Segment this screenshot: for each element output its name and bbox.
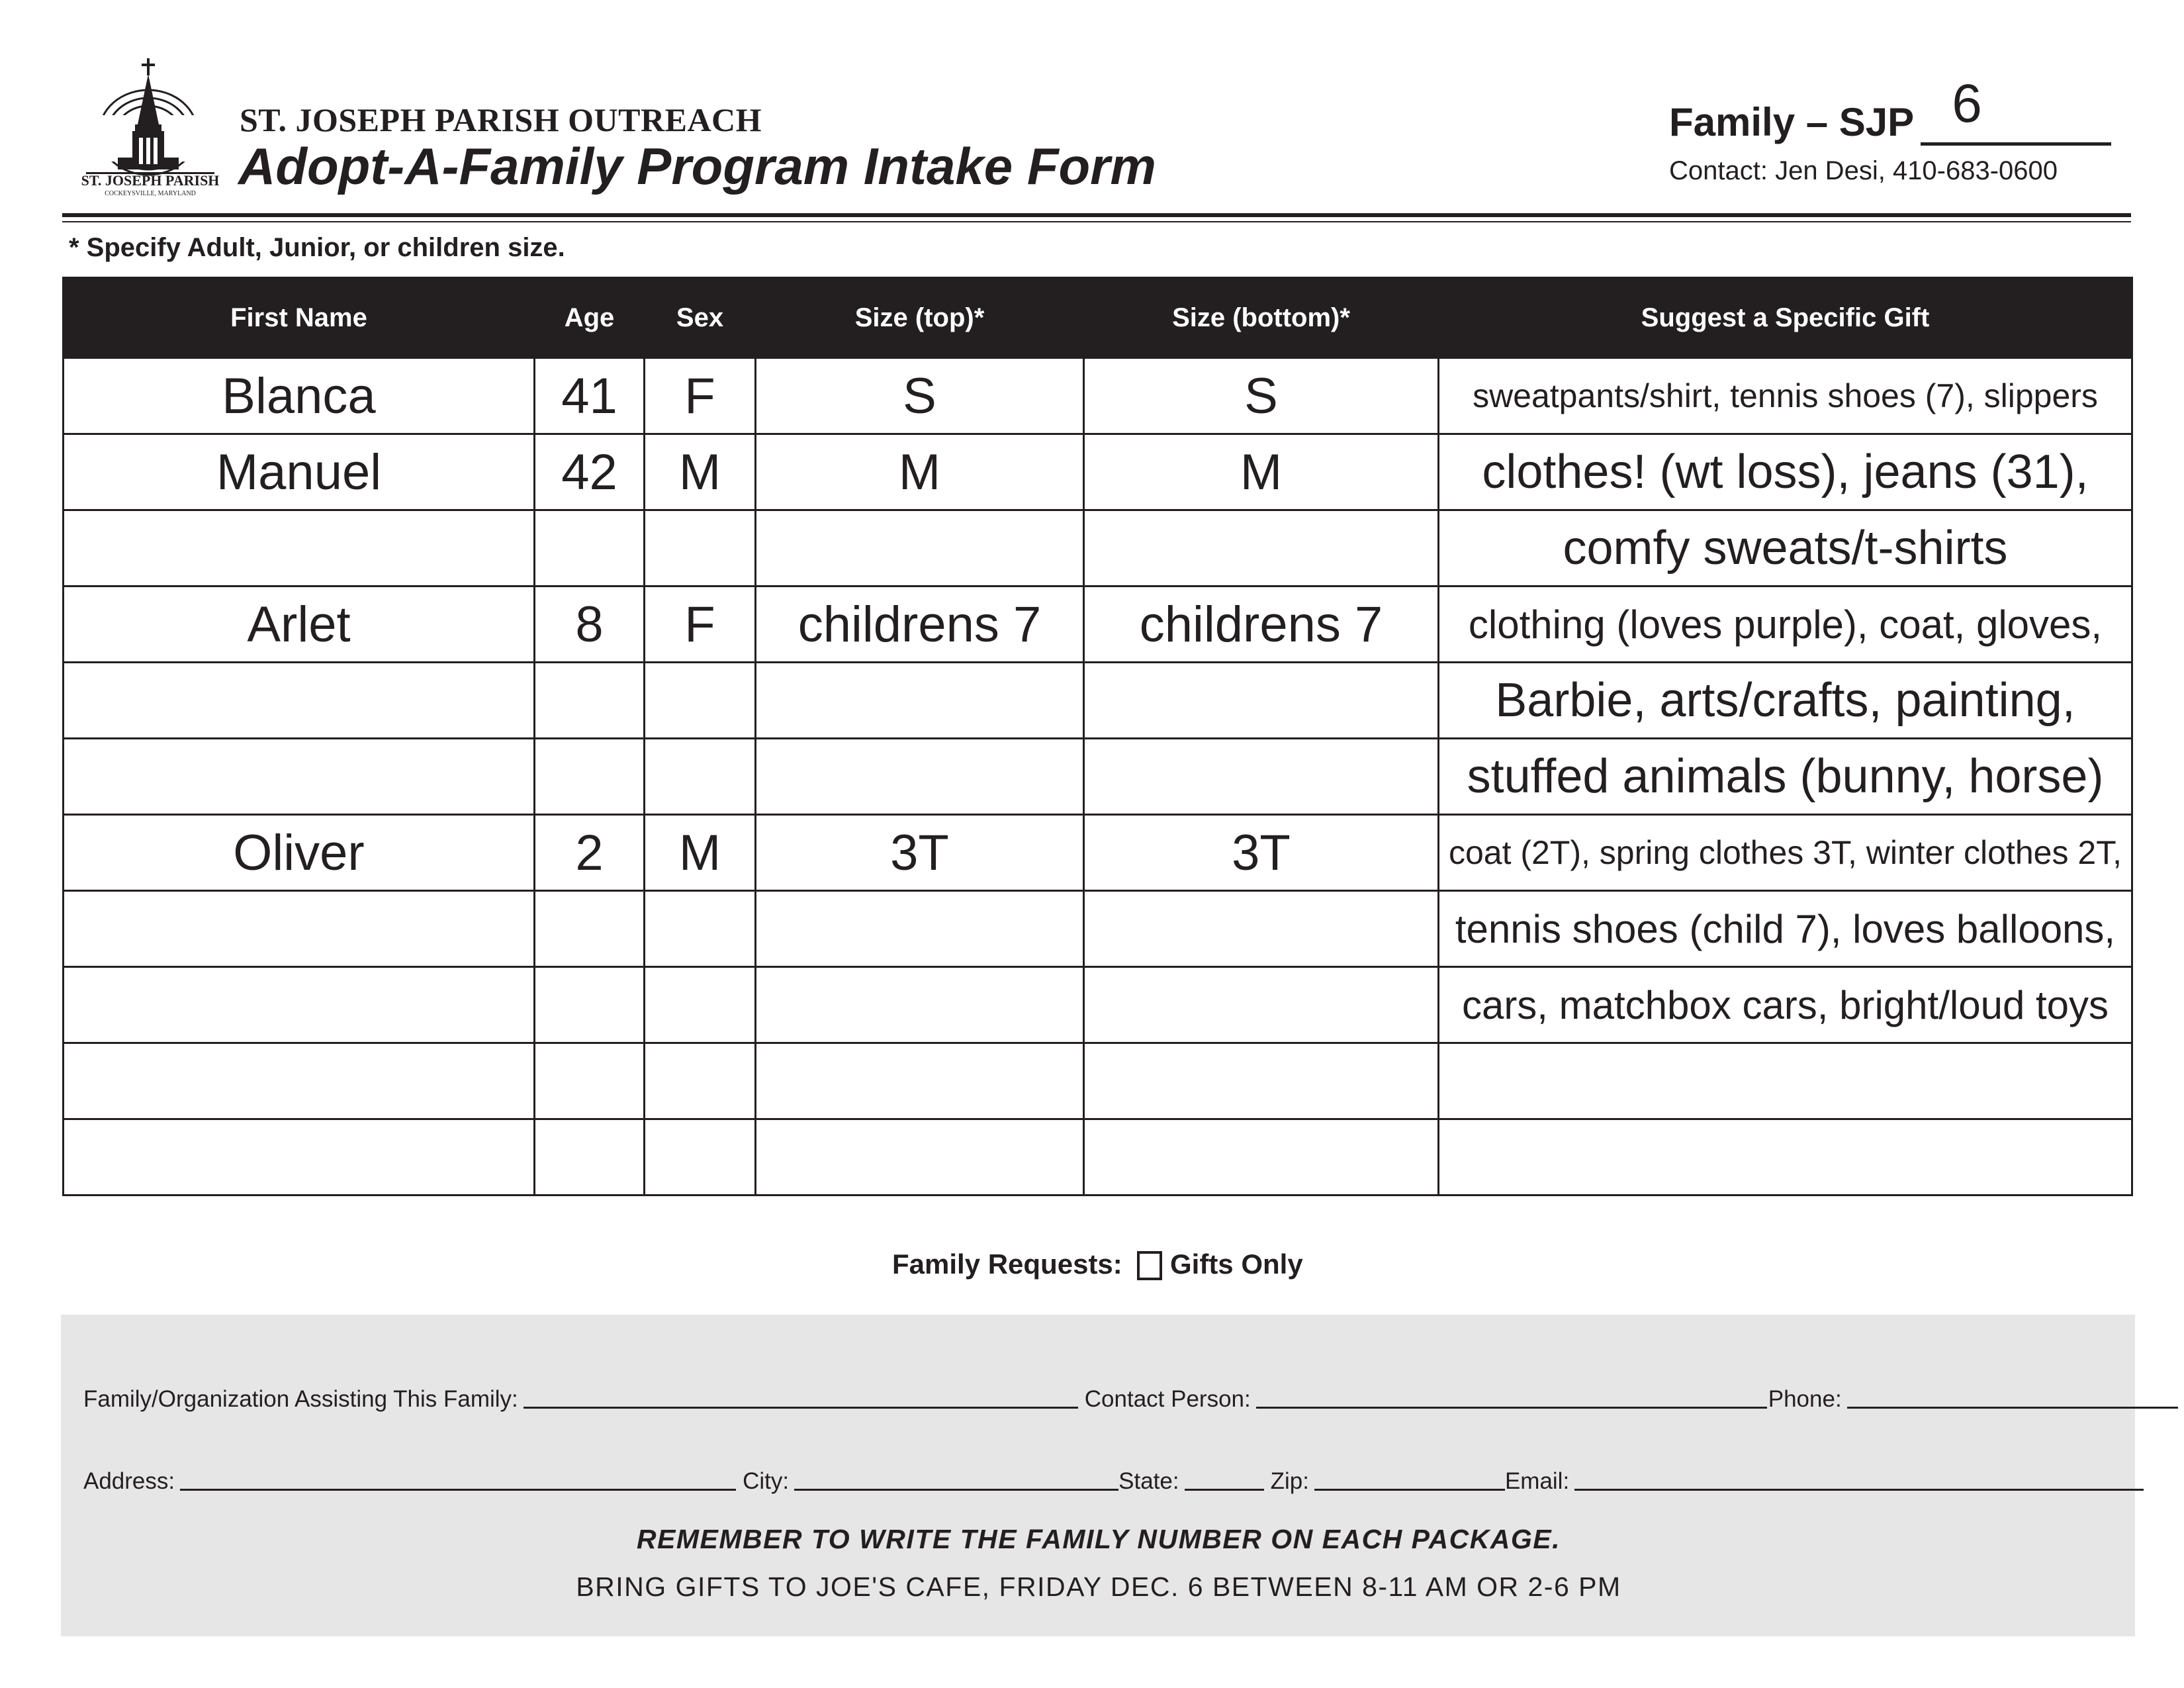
size-bottom-cell[interactable]: [1084, 1043, 1439, 1119]
contact-info: Contact: Jen Desi, 410-683-0600: [1669, 156, 2058, 185]
size-top-cell[interactable]: [756, 891, 1084, 967]
page-title: Adopt-A-Family Program Intake Form: [238, 137, 1156, 195]
contact-person-field[interactable]: [1256, 1407, 1767, 1409]
header-divider-thin: [62, 221, 2131, 222]
age-cell[interactable]: [535, 739, 645, 815]
size-top-cell[interactable]: 3T: [756, 815, 1084, 891]
table-row: [64, 1119, 2132, 1196]
header-size-bottom: Size (bottom)*: [1084, 278, 1439, 358]
size-bottom-cell[interactable]: childrens 7: [1084, 586, 1439, 663]
email-field[interactable]: [1574, 1489, 2144, 1491]
drop-off-instructions: BRING GIFTS TO JOE'S CAFE, FRIDAY DEC. 6 BETWEEN 8-11 AM OR 2-6 PM: [576, 1571, 1621, 1602]
family-org-label: Family/Organization Assisting This Family:: [83, 1386, 518, 1412]
size-bottom-cell[interactable]: [1084, 739, 1439, 815]
first-name-cell[interactable]: [64, 891, 535, 967]
package-reminder: REMEMBER TO WRITE THE FAMILY NUMBER ON EACH PACKAGE.: [636, 1524, 1561, 1554]
gift-cell[interactable]: stuffed animals (bunny, horse): [1439, 739, 2132, 815]
gift-cell[interactable]: tennis shoes (child 7), loves balloons,: [1439, 891, 2132, 967]
size-top-cell[interactable]: M: [756, 434, 1084, 510]
logo-text: ST. JOSEPH PARISH: [81, 172, 220, 189]
first-name-cell[interactable]: [64, 739, 535, 815]
address-label: Address:: [83, 1468, 175, 1494]
sex-cell[interactable]: [645, 739, 756, 815]
table-row: [64, 891, 2132, 967]
table-header-row: [64, 278, 2132, 358]
size-top-cell[interactable]: S: [756, 358, 1084, 434]
family-number-label: Family – SJP: [1669, 100, 1915, 144]
header-divider: [62, 213, 2131, 217]
gift-cell[interactable]: cars, matchbox cars, bright/loud toys: [1439, 967, 2132, 1043]
zip-label: Zip:: [1270, 1468, 1309, 1494]
size-bottom-cell[interactable]: [1084, 663, 1439, 739]
sex-cell[interactable]: [645, 891, 756, 967]
size-top-cell[interactable]: [756, 967, 1084, 1043]
first-name-cell[interactable]: [64, 1119, 535, 1196]
size-bottom-cell[interactable]: [1084, 967, 1439, 1043]
size-top-cell[interactable]: [756, 1119, 1084, 1196]
assist-row-1: [83, 1386, 2184, 1413]
header-size-top: Size (top)*: [756, 278, 1084, 358]
sex-cell[interactable]: [645, 663, 756, 739]
size-top-cell[interactable]: [756, 510, 1084, 586]
size-bottom-cell[interactable]: M: [1084, 434, 1439, 510]
header-gift: Suggest a Specific Gift: [1439, 278, 2132, 358]
gift-cell[interactable]: sweatpants/shirt, tennis shoes (7), slippers: [1439, 358, 2132, 434]
contact-person-label: Contact Person:: [1084, 1386, 1251, 1412]
first-name-cell[interactable]: Manuel: [64, 434, 535, 510]
table-row: [64, 815, 2132, 891]
age-cell[interactable]: [535, 891, 645, 967]
header-age: Age: [535, 278, 645, 358]
table-row: [64, 586, 2132, 663]
org-name: ST. JOSEPH PARISH OUTREACH: [240, 101, 762, 138]
table-row: [64, 663, 2132, 739]
first-name-cell[interactable]: [64, 967, 535, 1043]
sex-cell[interactable]: M: [645, 434, 756, 510]
phone-field[interactable]: [1847, 1407, 2178, 1409]
family-members-table: [62, 277, 2133, 1196]
age-cell[interactable]: 2: [535, 815, 645, 891]
size-bottom-cell[interactable]: [1084, 891, 1439, 967]
first-name-cell[interactable]: Arlet: [64, 586, 535, 663]
size-bottom-cell[interactable]: [1084, 1119, 1439, 1196]
first-name-cell[interactable]: [64, 663, 535, 739]
age-cell[interactable]: 42: [535, 434, 645, 510]
first-name-cell[interactable]: Blanca: [64, 358, 535, 434]
table-row: [64, 739, 2132, 815]
sex-cell[interactable]: [645, 1043, 756, 1119]
size-top-cell[interactable]: [756, 1043, 1084, 1119]
gifts-only-label: Gifts Only: [1170, 1248, 1303, 1280]
first-name-cell[interactable]: Oliver: [64, 815, 535, 891]
sex-cell[interactable]: [645, 510, 756, 586]
header-sex: Sex: [645, 278, 756, 358]
first-name-cell[interactable]: [64, 1043, 535, 1119]
sex-cell[interactable]: [645, 1119, 756, 1196]
family-number-line: [1921, 142, 2111, 146]
gift-cell[interactable]: clothing (loves purple), coat, gloves,: [1439, 586, 2132, 663]
gift-cell[interactable]: comfy sweats/t-shirts: [1439, 510, 2132, 586]
table-row: [64, 510, 2132, 586]
sex-cell[interactable]: F: [645, 586, 756, 663]
age-cell[interactable]: [535, 967, 645, 1043]
gift-cell[interactable]: coat (2T), spring clothes 3T, winter clothes 2T,: [1439, 815, 2132, 891]
size-note: * Specify Adult, Junior, or children size.: [69, 233, 565, 262]
family-requests-label: Family Requests:: [892, 1248, 1122, 1280]
gifts-only-checkbox[interactable]: [1137, 1251, 1162, 1280]
table-row: [64, 358, 2132, 434]
header-first-name: First Name: [64, 278, 535, 358]
gift-cell[interactable]: [1439, 1043, 2132, 1119]
size-bottom-cell[interactable]: [1084, 510, 1439, 586]
family-org-field[interactable]: [523, 1407, 1078, 1409]
phone-label: Phone:: [1768, 1386, 1842, 1412]
sex-cell[interactable]: M: [645, 815, 756, 891]
address-field[interactable]: [180, 1489, 736, 1491]
church-steeple-icon: [77, 58, 224, 199]
state-field[interactable]: [1185, 1489, 1264, 1491]
parish-logo: [77, 58, 224, 199]
assist-row-2: [83, 1468, 2150, 1495]
age-cell[interactable]: 8: [535, 586, 645, 663]
gift-cell[interactable]: [1439, 1119, 2132, 1196]
sex-cell[interactable]: [645, 967, 756, 1043]
table-row: [64, 967, 2132, 1043]
table-row: [64, 1043, 2132, 1119]
age-cell[interactable]: [535, 663, 645, 739]
gift-cell[interactable]: clothes! (wt loss), jeans (31),: [1439, 434, 2132, 510]
logo-subtext: COCKEYSVILLE, MARYLAND: [105, 190, 196, 197]
age-cell[interactable]: [535, 1119, 645, 1196]
age-cell[interactable]: [535, 510, 645, 586]
size-top-cell[interactable]: childrens 7: [756, 586, 1084, 663]
age-cell[interactable]: 41: [535, 358, 645, 434]
state-label: State:: [1118, 1468, 1179, 1494]
family-number-field[interactable]: 6: [1952, 73, 1982, 134]
size-top-cell[interactable]: [756, 739, 1084, 815]
table-row: [64, 434, 2132, 510]
city-field[interactable]: [794, 1489, 1118, 1491]
size-bottom-cell[interactable]: 3T: [1084, 815, 1439, 891]
zip-field[interactable]: [1314, 1489, 1505, 1491]
gift-cell[interactable]: Barbie, arts/crafts, painting,: [1439, 663, 2132, 739]
age-cell[interactable]: [535, 1043, 645, 1119]
first-name-cell[interactable]: [64, 510, 535, 586]
email-label: Email:: [1504, 1468, 1570, 1494]
city-label: City:: [743, 1468, 790, 1494]
size-bottom-cell[interactable]: S: [1084, 358, 1439, 434]
size-top-cell[interactable]: [756, 663, 1084, 739]
sex-cell[interactable]: F: [645, 358, 756, 434]
